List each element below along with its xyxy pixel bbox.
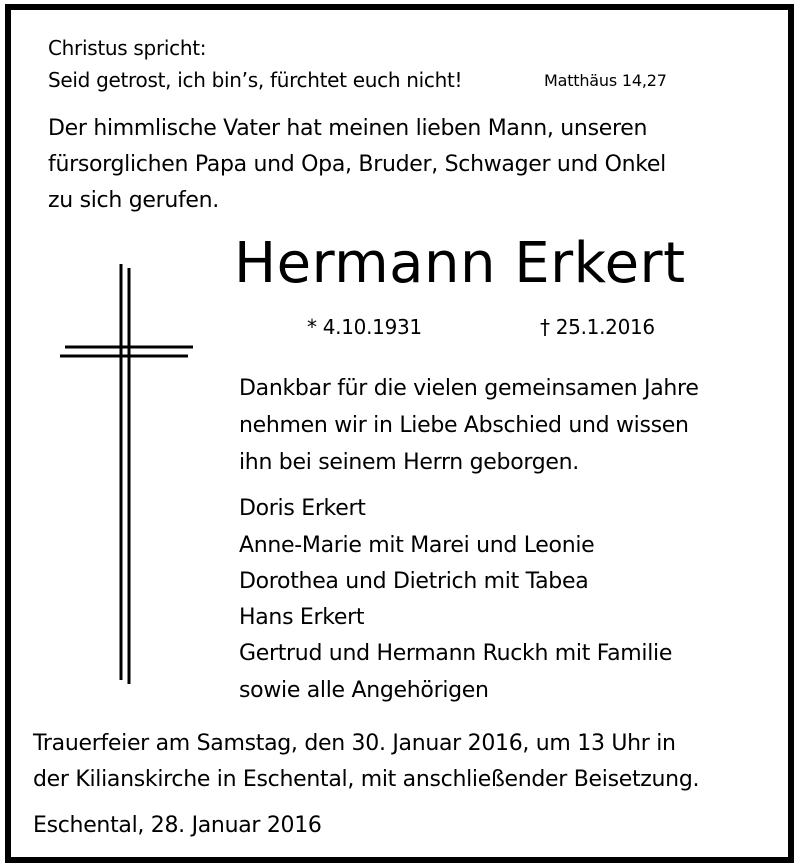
announcement-line: fürsorglichen Papa und Opa, Bruder, Schwager und Onkel bbox=[48, 152, 666, 177]
mourner-line: Gertrud und Hermann Ruckh mit Familie bbox=[239, 641, 673, 666]
place-date: Eschental, 28. Januar 2016 bbox=[33, 813, 322, 838]
verse-reference: Matthäus 14,27 bbox=[544, 71, 667, 90]
ceremony-line: Trauerfeier am Samstag, den 30. Januar 2016, um 13 Uhr in bbox=[33, 731, 676, 756]
death-date: † 25.1.2016 bbox=[540, 315, 655, 339]
mourner-line: Dorothea und Dietrich mit Tabea bbox=[239, 569, 589, 594]
mourner-line: Anne-Marie mit Marei und Leonie bbox=[239, 533, 595, 558]
deceased-name: Hermann Erkert bbox=[234, 231, 686, 296]
mourner-line: sowie alle Angehörigen bbox=[239, 678, 489, 703]
gratitude-line: ihn bei seinem Herrn geborgen. bbox=[239, 450, 579, 475]
ceremony-line: der Kilianskirche in Eschental, mit anschließender Beisetzung. bbox=[33, 767, 700, 792]
announcement-line: Der himmlische Vater hat meinen lieben Mann, unseren bbox=[48, 116, 648, 141]
mourner-line: Doris Erkert bbox=[239, 496, 366, 521]
verse-text: Seid getrost, ich bin’s, fürchtet euch nicht! bbox=[48, 68, 463, 92]
verse-intro: Christus spricht: bbox=[48, 36, 207, 60]
cross-icon bbox=[55, 264, 195, 684]
birth-date: * 4.10.1931 bbox=[307, 315, 422, 339]
announcement-line: zu sich gerufen. bbox=[48, 188, 219, 213]
mourner-line: Hans Erkert bbox=[239, 605, 365, 630]
gratitude-line: Dankbar für die vielen gemeinsamen Jahre bbox=[239, 376, 699, 401]
gratitude-line: nehmen wir in Liebe Abschied und wissen bbox=[239, 413, 689, 438]
